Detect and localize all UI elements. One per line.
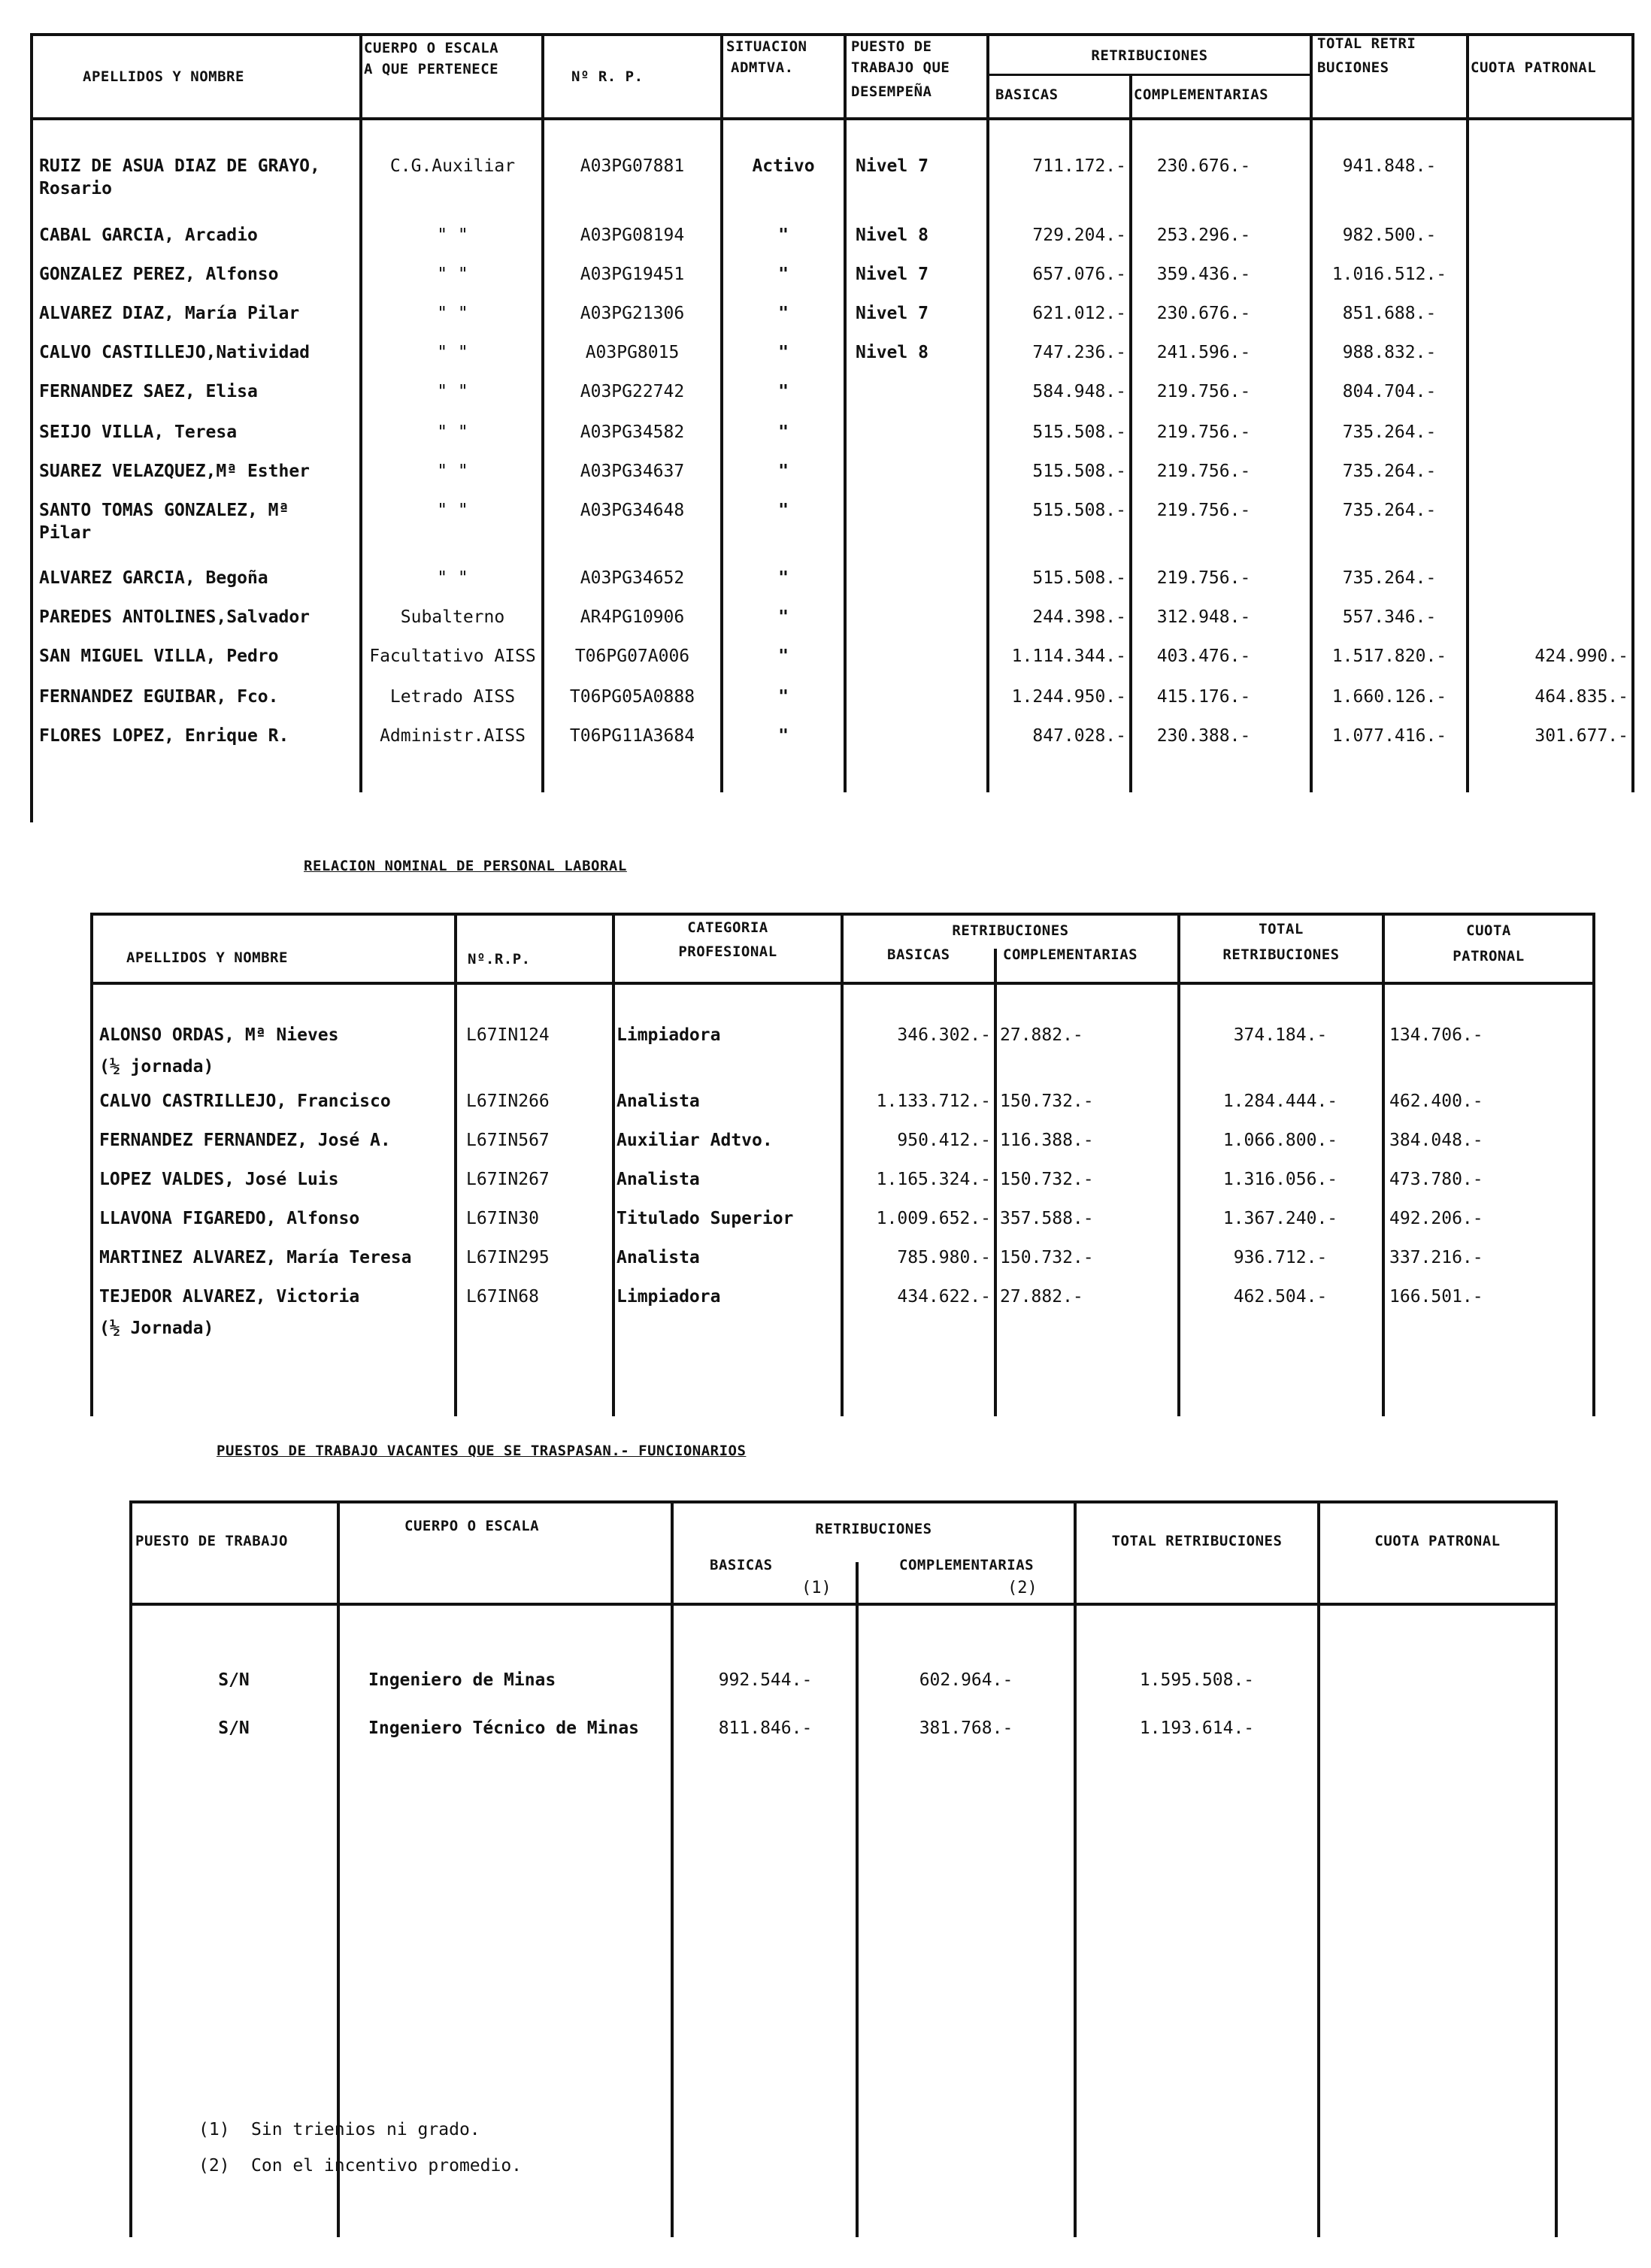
row-cuerpo: C.G.Auxiliar xyxy=(389,156,516,176)
row-nrp: T06PG05A0888 xyxy=(569,687,695,707)
row-nrp: A03PG08194 xyxy=(580,226,685,245)
row-puesto: Nivel 7 xyxy=(856,304,928,323)
row-name: RUIZ DE ASUA DIAZ DE GRAYO, xyxy=(39,156,320,176)
row-nrp: A03PG34648 xyxy=(580,501,685,520)
row-complementarias: 312.948.- xyxy=(1156,607,1251,627)
row-cuota: 301.677.- xyxy=(1534,726,1628,746)
row-basicas: 515.508.- xyxy=(1032,462,1126,481)
row-situacion: " xyxy=(778,226,789,245)
footnote-2-mark: (2) xyxy=(198,2156,230,2176)
row-categoria: Auxiliar Adtvo. xyxy=(616,1131,773,1150)
row-complementarias: 357.588.- xyxy=(1000,1209,1094,1228)
row-cuota: 492.206.- xyxy=(1389,1209,1483,1228)
row-basicas: 346.302.- xyxy=(897,1025,991,1045)
header-puesto-line3: DESEMPEÑA xyxy=(851,83,932,100)
row-situacion: " xyxy=(778,265,789,284)
row-complementarias: 415.176.- xyxy=(1156,687,1251,707)
row-situacion: " xyxy=(778,568,789,588)
row-basicas: 811.846.- xyxy=(718,1718,813,1738)
row-name: FERNANDEZ SAEZ, Elisa xyxy=(39,382,258,401)
row-name: LLAVONA FIGAREDO, Alfonso xyxy=(99,1209,360,1228)
row-complementarias: 230.676.- xyxy=(1156,304,1251,323)
row-total: 1.077.416.- xyxy=(1331,726,1447,746)
row-basicas: 515.508.- xyxy=(1032,422,1126,442)
row-complementarias: 219.756.- xyxy=(1156,568,1251,588)
row-name-continued: (½ Jornada) xyxy=(99,1319,214,1338)
header3-basicas: BASICAS xyxy=(710,1557,773,1573)
header3-puesto: PUESTO DE TRABAJO xyxy=(135,1533,288,1549)
row-cuerpo: " " xyxy=(437,382,468,401)
row-total: 462.504.- xyxy=(1233,1287,1328,1307)
row-basicas: 515.508.- xyxy=(1032,501,1126,520)
row-nrp: L67IN68 xyxy=(466,1287,539,1307)
puestos-vacantes-title: PUESTOS DE TRABAJO VACANTES QUE SE TRASPASAN.- FUNCIONARIOS xyxy=(217,1443,747,1459)
row-basicas: 992.544.- xyxy=(718,1670,813,1690)
row-total: 735.264.- xyxy=(1342,422,1437,442)
row-cuota: 464.835.- xyxy=(1534,687,1628,707)
header2-categoria-line2: PROFESIONAL xyxy=(678,943,777,960)
row-situacion: " xyxy=(778,607,789,627)
row-puesto: Nivel 8 xyxy=(856,226,928,245)
row-nrp: A03PG07881 xyxy=(580,156,685,176)
header2-complementarias: COMPLEMENTARIAS xyxy=(1003,946,1138,963)
row-complementarias: 27.882.- xyxy=(1000,1287,1083,1307)
row-total: 374.184.- xyxy=(1233,1025,1328,1045)
header-situacion-line1: SITUACION xyxy=(726,38,807,55)
row-total: 1.284.444.- xyxy=(1222,1092,1338,1111)
row-categoria: Analista xyxy=(616,1092,700,1111)
footnote-1-text: Sin trienios ni grado. xyxy=(251,2120,480,2139)
header-cuerpo-line1: CUERPO O ESCALA xyxy=(364,40,499,56)
row-basicas: 621.012.- xyxy=(1032,304,1126,323)
row-cuota: 134.706.- xyxy=(1389,1025,1483,1045)
header-cuerpo-line2: A QUE PERTENECE xyxy=(364,61,499,77)
row-nrp: A03PG21306 xyxy=(580,304,685,323)
row-situacion: " xyxy=(778,687,789,707)
header-cuota: CUOTA PATRONAL xyxy=(1471,59,1597,76)
row-basicas: 1.133.712.- xyxy=(876,1092,991,1111)
row-name: SUAREZ VELAZQUEZ,Mª Esther xyxy=(39,462,311,481)
footnote-1-mark: (1) xyxy=(198,2120,230,2139)
row-basicas: 847.028.- xyxy=(1032,726,1126,746)
row-nrp: T06PG07A006 xyxy=(574,646,690,666)
row-total: 1.193.614.- xyxy=(1139,1718,1255,1738)
row-total: 735.264.- xyxy=(1342,501,1437,520)
row-cuota: 337.216.- xyxy=(1389,1248,1483,1267)
row-name: CABAL GARCIA, Arcadio xyxy=(39,226,258,245)
row-puesto: Nivel 7 xyxy=(856,156,928,176)
header-basicas: BASICAS xyxy=(995,86,1059,103)
row-basicas: 515.508.- xyxy=(1032,568,1126,588)
header2-basicas: BASICAS xyxy=(887,946,950,963)
row-complementarias: 116.388.- xyxy=(1000,1131,1094,1150)
header-situacion-line2: ADMTVA. xyxy=(731,59,794,76)
row-total: 982.500.- xyxy=(1342,226,1437,245)
row-basicas: 1.244.950.- xyxy=(1011,687,1126,707)
row-situacion: " xyxy=(778,382,789,401)
row-nrp: L67IN266 xyxy=(466,1092,550,1111)
row-name: TEJEDOR ALVAREZ, Victoria xyxy=(99,1287,360,1307)
row-basicas: 1.009.652.- xyxy=(876,1209,991,1228)
row-complementarias: 219.756.- xyxy=(1156,422,1251,442)
row-nrp: AR4PG10906 xyxy=(580,607,685,627)
row-total: 936.712.- xyxy=(1233,1248,1328,1267)
row-total: 1.660.126.- xyxy=(1331,687,1447,707)
row-nrp: A03PG22742 xyxy=(580,382,685,401)
header-nrp: Nº R. P. xyxy=(571,68,644,85)
row-cuerpo: Administr.AISS xyxy=(380,726,526,746)
header2-total-line2: RETRIBUCIONES xyxy=(1222,946,1340,963)
row-situacion: " xyxy=(778,462,789,481)
row-nrp: L67IN124 xyxy=(466,1025,550,1045)
header3-basicas-note: (1) xyxy=(801,1579,832,1597)
row-complementarias: 150.732.- xyxy=(1000,1248,1094,1267)
row-cuerpo: " " xyxy=(437,343,468,362)
row-nrp: L67IN30 xyxy=(466,1209,539,1228)
row-cuerpo: " " xyxy=(437,304,468,323)
row-cuerpo: " " xyxy=(437,265,468,284)
row-nrp: A03PG19451 xyxy=(580,265,685,284)
row-cuerpo: Subalterno xyxy=(400,607,505,627)
row-cuota: 166.501.- xyxy=(1389,1287,1483,1307)
header2-categoria-line1: CATEGORIA xyxy=(687,919,768,936)
row-basicas: 950.412.- xyxy=(897,1131,991,1150)
row-total: 804.704.- xyxy=(1342,382,1437,401)
row-name-continued: Pilar xyxy=(39,523,92,543)
row-total: 1.367.240.- xyxy=(1222,1209,1338,1228)
row-complementarias: 219.756.- xyxy=(1156,382,1251,401)
row-cuerpo: " " xyxy=(437,226,468,245)
row-puesto: S/N xyxy=(218,1670,250,1690)
row-total: 988.832.- xyxy=(1342,343,1437,362)
row-total: 1.066.800.- xyxy=(1222,1131,1338,1150)
row-complementarias: 27.882.- xyxy=(1000,1025,1083,1045)
row-cuerpo: Ingeniero Técnico de Minas xyxy=(368,1718,640,1738)
row-nrp: L67IN267 xyxy=(466,1170,550,1189)
header2-nrp: Nº.R.P. xyxy=(468,951,531,967)
row-name: LOPEZ VALDES, José Luis xyxy=(99,1170,339,1189)
row-name: FLORES LOPEZ, Enrique R. xyxy=(39,726,289,746)
header2-retribuciones: RETRIBUCIONES xyxy=(952,922,1069,939)
row-cuota: 384.048.- xyxy=(1389,1131,1483,1150)
row-puesto: Nivel 7 xyxy=(856,265,928,284)
header3-complementarias-note: (2) xyxy=(1007,1579,1038,1597)
row-basicas: 729.204.- xyxy=(1032,226,1126,245)
row-complementarias: 230.388.- xyxy=(1156,726,1251,746)
header3-complementarias: COMPLEMENTARIAS xyxy=(899,1557,1035,1573)
row-situacion: " xyxy=(778,646,789,666)
row-situacion: " xyxy=(778,422,789,442)
header-complementarias: COMPLEMENTARIAS xyxy=(1134,86,1269,103)
header2-total-line1: TOTAL xyxy=(1259,921,1304,937)
row-name-continued: (½ jornada) xyxy=(99,1057,214,1076)
row-categoria: Analista xyxy=(616,1248,700,1267)
footnote-2-text: Con el incentivo promedio. xyxy=(251,2156,523,2176)
header2-apellidos: APELLIDOS Y NOMBRE xyxy=(126,949,288,966)
row-basicas: 434.622.- xyxy=(897,1287,991,1307)
row-complementarias: 219.756.- xyxy=(1156,462,1251,481)
row-situacion: " xyxy=(778,343,789,362)
row-cuota: 424.990.- xyxy=(1534,646,1628,666)
row-cuota: 473.780.- xyxy=(1389,1170,1483,1189)
row-cuota: 462.400.- xyxy=(1389,1092,1483,1111)
header3-cuerpo: CUERPO O ESCALA xyxy=(404,1518,540,1534)
header-total-line1: TOTAL RETRI xyxy=(1317,35,1416,52)
header3-retribuciones: RETRIBUCIONES xyxy=(815,1521,932,1537)
row-complementarias: 253.296.- xyxy=(1156,226,1251,245)
row-cuerpo: " " xyxy=(437,501,468,520)
row-cuerpo: " " xyxy=(437,422,468,442)
row-total: 941.848.- xyxy=(1342,156,1437,176)
row-cuerpo: Facultativo AISS xyxy=(369,646,536,666)
row-basicas: 657.076.- xyxy=(1032,265,1126,284)
row-categoria: Analista xyxy=(616,1170,700,1189)
row-complementarias: 230.676.- xyxy=(1156,156,1251,176)
row-name: ALVAREZ GARCIA, Begoña xyxy=(39,568,268,588)
header-apellidos: APELLIDOS Y NOMBRE xyxy=(83,68,244,85)
row-total: 1.316.056.- xyxy=(1222,1170,1338,1189)
row-nrp: A03PG34582 xyxy=(580,422,685,442)
row-complementarias: 602.964.- xyxy=(919,1670,1013,1690)
row-basicas: 747.236.- xyxy=(1032,343,1126,362)
row-nrp: T06PG11A3684 xyxy=(569,726,695,746)
row-name: GONZALEZ PEREZ, Alfonso xyxy=(39,265,279,284)
row-complementarias: 241.596.- xyxy=(1156,343,1251,362)
row-total: 851.688.- xyxy=(1342,304,1437,323)
row-name: SANTO TOMAS GONZALEZ, Mª xyxy=(39,501,289,520)
row-categoria: Titulado Superior xyxy=(616,1209,794,1228)
row-basicas: 1.114.344.- xyxy=(1011,646,1126,666)
header-total-line2: BUCIONES xyxy=(1317,59,1389,76)
row-total: 735.264.- xyxy=(1342,568,1437,588)
row-name: CALVO CASTRILLEJO, Francisco xyxy=(99,1092,391,1111)
row-cuerpo: " " xyxy=(437,462,468,481)
header-puesto-line1: PUESTO DE xyxy=(851,38,932,55)
row-puesto: S/N xyxy=(218,1718,250,1738)
row-total: 557.346.- xyxy=(1342,607,1437,627)
row-nrp: A03PG34637 xyxy=(580,462,685,481)
row-categoria: Limpiadora xyxy=(616,1025,721,1045)
header3-total: TOTAL RETRIBUCIONES xyxy=(1111,1533,1283,1549)
row-name: SEIJO VILLA, Teresa xyxy=(39,422,238,442)
row-nrp: A03PG8015 xyxy=(585,343,680,362)
row-cuerpo: " " xyxy=(437,568,468,588)
row-complementarias: 150.732.- xyxy=(1000,1092,1094,1111)
row-complementarias: 359.436.- xyxy=(1156,265,1251,284)
row-situacion: " xyxy=(778,501,789,520)
row-situacion: " xyxy=(778,726,789,746)
personal-laboral-title: RELACION NOMINAL DE PERSONAL LABORAL xyxy=(304,858,627,874)
row-total: 1.016.512.- xyxy=(1331,265,1447,284)
row-name: PAREDES ANTOLINES,Salvador xyxy=(39,607,311,627)
row-puesto: Nivel 8 xyxy=(856,343,928,362)
header2-cuota-line2: PATRONAL xyxy=(1453,948,1525,964)
row-name: CALVO CASTILLEJO,Natividad xyxy=(39,343,311,362)
row-basicas: 1.165.324.- xyxy=(876,1170,991,1189)
row-name: ALVAREZ DIAZ, María Pilar xyxy=(39,304,300,323)
row-basicas: 244.398.- xyxy=(1032,607,1126,627)
header2-cuota-line1: CUOTA xyxy=(1466,922,1511,939)
row-nrp: L67IN295 xyxy=(466,1248,550,1267)
header-retribuciones: RETRIBUCIONES xyxy=(1091,47,1208,64)
row-cuerpo: Ingeniero de Minas xyxy=(368,1670,556,1690)
row-name: FERNANDEZ EGUIBAR, Fco. xyxy=(39,687,279,707)
row-name: MARTINEZ ALVAREZ, María Teresa xyxy=(99,1248,412,1267)
row-name: ALONSO ORDAS, Mª Nieves xyxy=(99,1025,339,1045)
row-name: SAN MIGUEL VILLA, Pedro xyxy=(39,646,279,666)
header-puesto-line2: TRABAJO QUE xyxy=(851,59,950,76)
row-total: 1.517.820.- xyxy=(1331,646,1447,666)
row-total: 1.595.508.- xyxy=(1139,1670,1255,1690)
row-basicas: 785.980.- xyxy=(897,1248,991,1267)
row-name-continued: Rosario xyxy=(39,179,112,198)
row-nrp: A03PG34652 xyxy=(580,568,685,588)
row-categoria: Limpiadora xyxy=(616,1287,721,1307)
row-complementarias: 381.768.- xyxy=(919,1718,1013,1738)
row-complementarias: 403.476.- xyxy=(1156,646,1251,666)
row-situacion: " xyxy=(778,304,789,323)
row-cuerpo: Letrado AISS xyxy=(389,687,516,707)
header3-cuota: CUOTA PATRONAL xyxy=(1374,1533,1501,1549)
row-basicas: 584.948.- xyxy=(1032,382,1126,401)
row-complementarias: 150.732.- xyxy=(1000,1170,1094,1189)
row-nrp: L67IN567 xyxy=(466,1131,550,1150)
row-situacion: Activo xyxy=(752,156,815,176)
row-name: FERNANDEZ FERNANDEZ, José A. xyxy=(99,1131,391,1150)
row-basicas: 711.172.- xyxy=(1032,156,1126,176)
row-complementarias: 219.756.- xyxy=(1156,501,1251,520)
row-total: 735.264.- xyxy=(1342,462,1437,481)
